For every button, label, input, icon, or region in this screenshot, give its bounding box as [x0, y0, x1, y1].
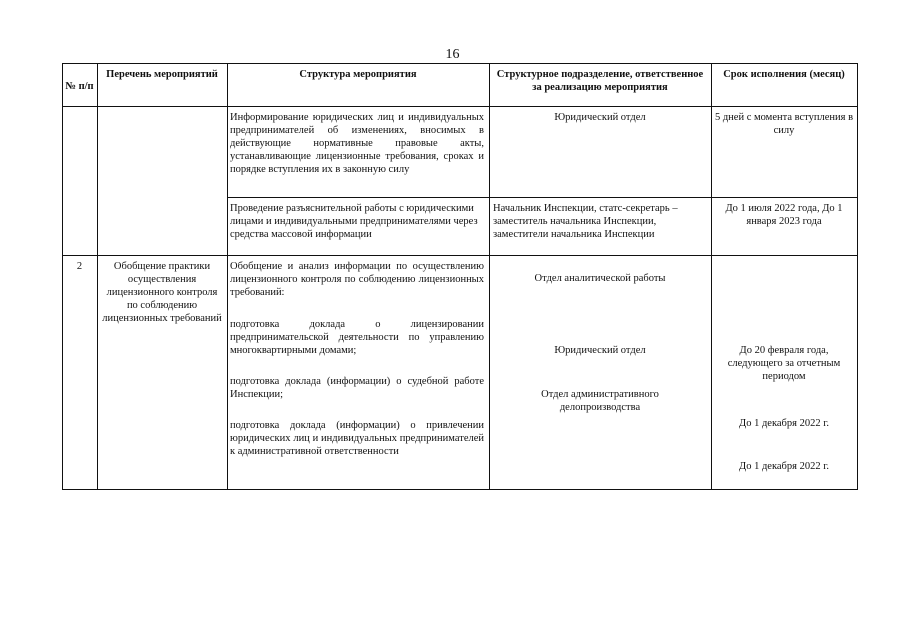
structure-item: подготовка доклада о лицензировании предпринимательской деятельности по управлению многоквартирными домами; — [230, 319, 484, 356]
header-division: Структурное подразделение, ответственное за реализацию мероприятия — [496, 69, 704, 93]
table-row-division: Юридический отдел — [554, 112, 646, 123]
header-rule — [62, 106, 858, 107]
header-deadline: Срок исполнения (месяц) — [723, 69, 845, 80]
table-border-top — [62, 63, 858, 64]
header-num: № п/п — [65, 81, 94, 92]
division-item: Юридический отдел — [554, 345, 646, 356]
col-divider — [489, 63, 490, 490]
table-row-num: 2 — [76, 261, 83, 272]
deadline-item: До 1 декабря 2022 г. — [739, 418, 829, 429]
table-row-list: Обобщение практики осуществления лицензионного контроля по соблюдению лицензионных требований — [102, 261, 222, 324]
col-divider — [97, 63, 98, 490]
col-divider — [227, 63, 228, 490]
col-divider — [711, 63, 712, 490]
table-row-deadline: 5 дней с момента вступления в силу — [714, 112, 854, 136]
col-divider — [62, 63, 63, 490]
table-row-structure: Информирование юридических лиц и индивидуальных предпринимателей об изменениях, вносимых в действующие нормативные правовые акты, устанавливающие лицензионные требования, сроках и порядке вступления их в законную силу — [230, 112, 484, 175]
row-divider — [227, 197, 858, 198]
structure-item: подготовка доклада (информации) о привлечении юридических лиц и индивидуальных предпринимателей к административной ответственности — [230, 420, 484, 457]
page-number: 16 — [445, 47, 460, 62]
deadline-item: До 20 февраля года, следующего за отчетным периодом — [727, 345, 841, 382]
table-border-bottom — [62, 489, 858, 490]
table-row-deadline: До 1 июля 2022 года, До 1 января 2023 года — [725, 203, 843, 227]
division-item: Отдел аналитической работы — [534, 273, 666, 284]
header-list: Перечень мероприятий — [106, 69, 218, 80]
structure-item: Обобщение и анализ информации по осуществлению лицензионного контроля по соблюдению лицензионных требований: — [230, 261, 484, 298]
deadline-item: До 1 декабря 2022 г. — [739, 461, 829, 472]
header-structure: Структура мероприятия — [299, 69, 417, 80]
division-item: Отдел административного делопроизводства — [541, 389, 659, 413]
col-divider — [857, 63, 858, 490]
row-divider — [62, 255, 858, 256]
structure-item: подготовка доклада (информации) о судебной работе Инспекции; — [230, 376, 484, 400]
table-row-division: Начальник Инспекции, статс-секретарь – заместитель начальника Инспекции, заместители начальника Инспекции — [493, 203, 678, 240]
table-row-structure: Проведение разъяснительной работы с юридическими лицами и индивидуальными предпринимателями через средства массовой информации — [230, 203, 478, 240]
